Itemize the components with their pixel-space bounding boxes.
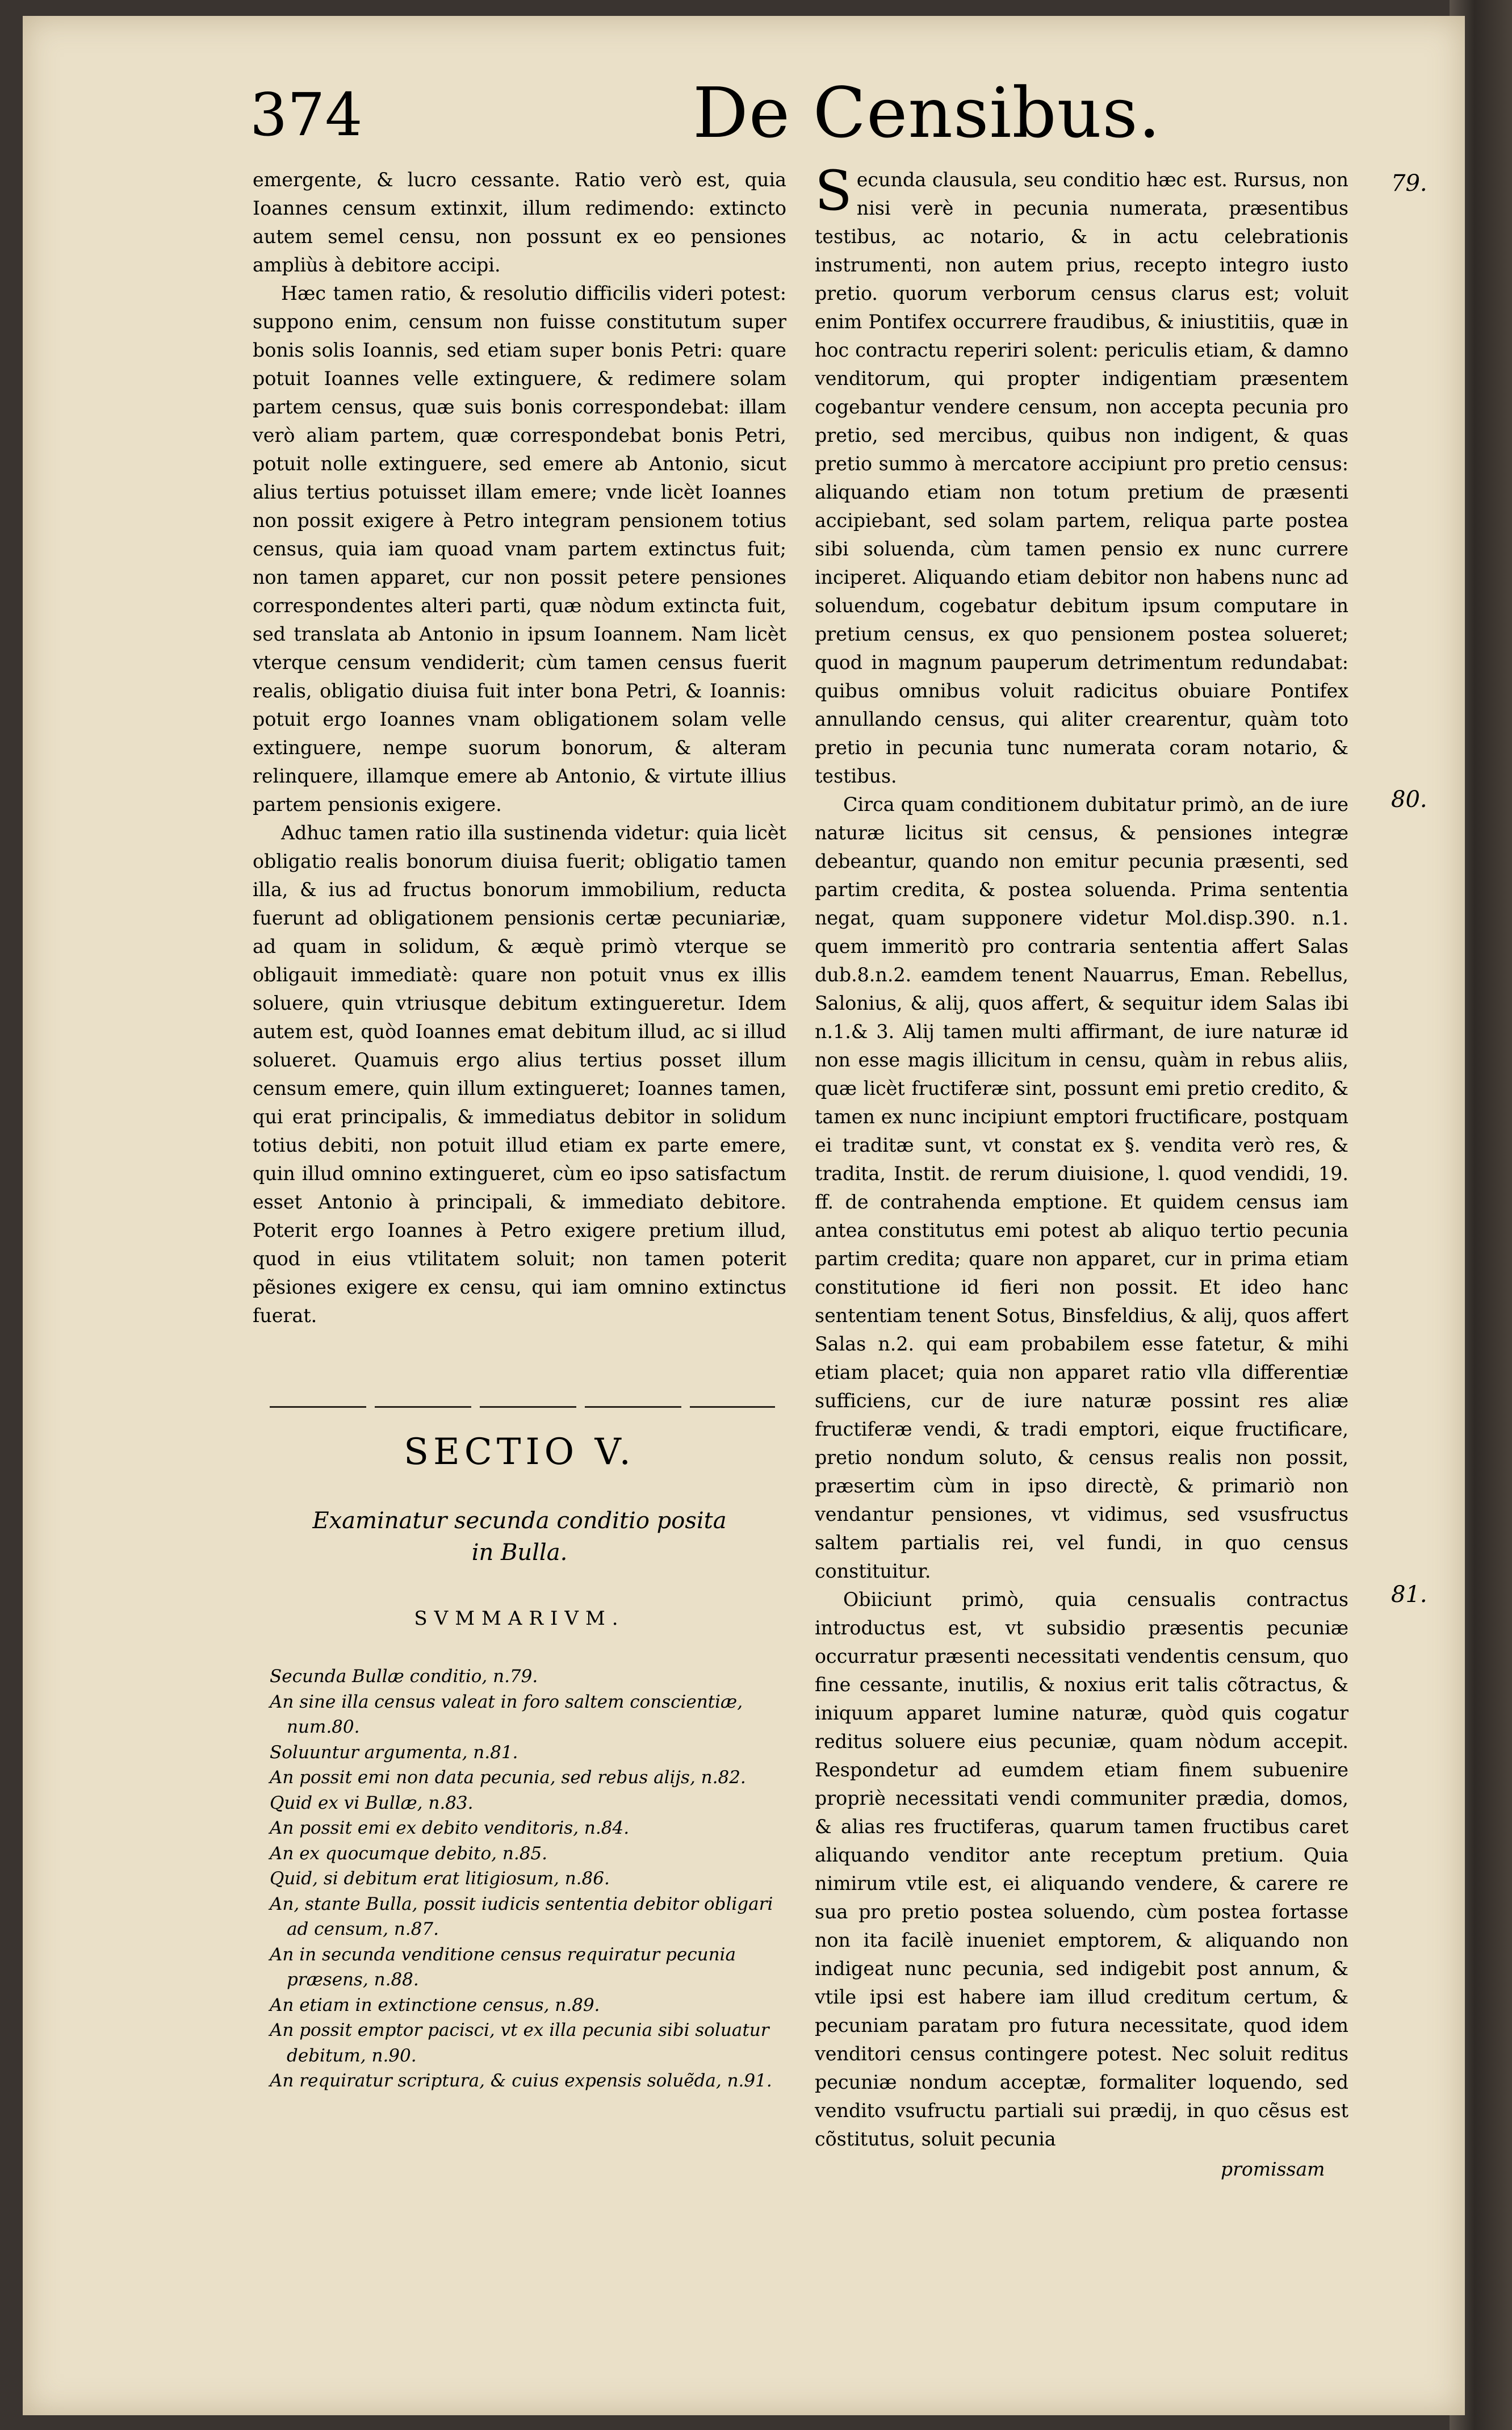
- section-rule: [253, 1403, 786, 1414]
- summarium-item: Secunda Bullæ conditio, n.79.: [270, 1666, 538, 1687]
- summarium-item: An sine illa census valeat in foro saltem conscientiæ, num.80.: [270, 1691, 743, 1737]
- summarium-item: An etiam in extinctione census, n.89.: [270, 1994, 600, 2015]
- running-title: De Censibus.: [693, 73, 1161, 153]
- summarium-item: Quid ex vi Bullæ, n.83.: [270, 1792, 474, 1813]
- summarium-item: Quid, si debitum erat litigiosum, n.86.: [270, 1868, 610, 1889]
- margin-number-81: 81.: [1391, 1582, 1427, 1608]
- right-paragraph-1: [815, 159, 1348, 791]
- right-paragraph-3: Obiiciunt primò, quia censualis contractus introductus est, vt subsidio præsentis pecuniæ occurratur præsenti necessitati vendentis censum, quo fine cessante, inutilis, & noxius erit talis cõtractus, & iniquum apparet lumine naturæ, quòd quis cogatur reditus soluere eius pecuniæ, quam nòdum accepit. Respondetur ad eumdem etiam finem subuenire propriè necessitati vendi communiter prædia, domos, & alias res fructiferas, quarum tamen fructibus caret aliquando venditor ante receptum pretium. Quia nimirum vtile est, ei aliquando vendere, & carere re sua pro pretio postea soluendo, cùm postea fortasse non ita facilè inueniet emptorem, & aliquando non indigeat nunc pecunia, sed indigebit post annum, & vtile ipsi est habere iam illud creditum certum, & pecuniam paratam pro futura necessitate, quod idem venditori census contingere potest. Nec soluit reditus pecuniæ nondum acceptæ, formaliter loquendo, sed vendito vsufructu partiali sui prædij, in quo cẽsus est cõstitutus, soluit pecunia: [815, 1588, 1348, 2150]
- section-subtitle: [253, 1505, 786, 1569]
- catchword: promissam: [1221, 2158, 1325, 2180]
- summarium-item: An possit emi ex debito venditoris, n.84.: [270, 1818, 630, 1838]
- margin-number-79: 79.: [1391, 170, 1427, 196]
- left-paragraph-3: Adhuc tamen ratio illa sustinenda videtur: quia licèt obligatio realis bonorum diuisa fuerit; obligatio tamen illa, & ius ad fructus bonorum immobilium, reducta fuerunt ad obligationem pensionis certæ pecuniariæ, ad quam in solidum, & æquè primò vterque se obligauit immediatè: quare non potuit vnus ex illis soluere, quin vtriusque debitum extingueretur. Idem autem est, quòd Ioannes emat debitum illud, ac si illud solueret. Quamuis ergo alius tertius posset illum censum emere, quin illum extingueret; Ioannes tamen, qui erat principalis, & immediatus debitor in solidum totius debiti, non potuit illud etiam ex parte emere, quin illud omnino extingueret, cùm eo ipso satisfactum esset Antonio à principali, & immediato debitore. Poterit ergo Ioannes à Petro exigere pretium illud, quod in eius vtilitatem soluit; non tamen poterit pẽsiones exigere ex censu, qui iam omnino extinctus fuerat.: [253, 822, 786, 1327]
- summarium-item: An, stante Bulla, possit iudicis sententia debitor obligari ad censum, n.87.: [270, 1893, 773, 1939]
- left-paragraph-2: Hæc tamen ratio, & resolutio difficilis videri potest: suppono enim, censum non fuisse constitutum super bonis solis Ioannis, sed etiam super bonis Petri: quare potuit Ioannes velle extinguere, & redimere solam partem census, quæ suis bonis correspondebat: illam verò aliam partem, quæ correspondebat bonis Petri, potuit nolle extinguere, sed emere ab Antonio, sicut alius tertius potuisset illam emere; vnde licèt Ioannes non possit exigere à Petro integram pensionem totius census, quia iam quoad vnam partem extinctus fuit; non tamen apparet, cur non possit petere pensiones correspondentes alteri parti, quæ nòdum extincta fuit, sed translata ab Antonio in ipsum Ioannem. Nam licèt vterque censum vendiderit; cùm tamen census fuerit realis, obligatio diuisa fuit inter bona Petri, & Ioannis: potuit ergo Ioannes vnam obligationem solam velle extinguere, nempe suorum bonorum, & alteram relinquere, illamque emere ab Antonio, & virtute illius partem pensionis exigere.: [253, 282, 786, 815]
- section-subtitle-line-1: Examinatur secunda conditio posita: [312, 1508, 727, 1534]
- summarium-item: An requiratur scriptura, & cuius expensis soluẽda, n.91.: [270, 2071, 772, 2091]
- summarium-item: An possit emi non data pecunia, sed rebus alijs, n.82.: [270, 1767, 746, 1788]
- margin-number-80: 80.: [1391, 787, 1427, 813]
- section-heading: SECTIO V.: [404, 1431, 635, 1473]
- page-number: 374: [250, 80, 363, 149]
- right-column: [815, 159, 1348, 2153]
- summarium-heading: SVMMARIVM.: [414, 1607, 625, 1630]
- summarium-item: Soluuntur argumenta, n.81.: [270, 1742, 518, 1763]
- summarium-list: [270, 1664, 781, 2094]
- left-paragraph-1: emergente, & lucro cessante. Ratio verò est, quia Ioannes censum extinxit, illum redimendo: extincto autem semel censu, non possunt ex eo pensiones ampliùs à debitore accipi.: [253, 169, 786, 276]
- left-column: [253, 166, 786, 1330]
- summarium-item: An ex quocumque debito, n.85.: [270, 1843, 547, 1864]
- drop-capital: S: [815, 159, 852, 223]
- summarium-item: An in secunda venditione census requiratur pecunia præsens, n.88.: [270, 1944, 736, 1990]
- right-paragraph-1-text: ecunda clausula, seu conditio hæc est. Rursus, non nisi verè in pecunia numerata, præsentibus testibus, ac notario, & in actu celebrationis instrumenti, non autem prius, recepto integro iusto pretio. quorum verborum census clarus est; voluit enim Pontifex occurrere fraudibus, & iniustitiis, quæ in hoc contractu reperiri solent: periculis etiam, & damno venditorum, qui propter indigentiam præsentem cogebantur vendere censum, non accepta pecunia pro pretio, sed mercibus, quibus non indigent, & quas pretio summo à mercatore accipiunt pro pretio census: aliquando etiam non totum pretium de præsenti accipiebant, sed solam partem, reliqua parte postea sibi soluenda, cùm tamen pensio ex nunc currere inciperet. Aliquando etiam debitor non habens nunc ad soluendum, cogebatur debitum ipsum computare in pretium census, ex quo pensionem postea solueret; quod in magnum pauperum detrimentum redundabat: quibus omnibus voluit radicitus obuiare Pontifex annullando census, qui aliter crearentur, quàm toto pretio in pecunia tunc numerata coram notario, & testibus.: [815, 169, 1348, 787]
- right-paragraph-2: Circa quam conditionem dubitatur primò, an de iure naturæ licitus sit census, & pensiones integræ debeantur, quando non emitur pecunia præsenti, sed partim credita, & postea soluenda. Prima sententia negat, quam supponere videtur Mol.disp.390. n.1. quem immeritò pro contraria sententia affert Salas dub.8.n.2. eamdem tenent Nauarrus, Eman. Rebellus, Salonius, & alij, quos affert, & sequitur idem Salas ibi n.1.& 3. Alij tamen multi affirmant, de iure naturæ id non esse magis illicitum in censu, quàm in rebus aliis, quæ licèt fructiferæ sint, possunt emi pretio credito, & tamen ex nunc incipiunt emptori fructificare, postquam ei traditæ sunt, vt constat ex §. vendita verò res, & tradita, Instit. de rerum diuisione, l. quod vendidi, 19. ff. de contrahenda emptione. Et quidem census iam antea constitutus emi potest ab aliquo tertio pecunia partim credita; quare non apparet, cur in prima etiam constitutione id fieri non possit. Et ideo hanc sententiam tenent Sotus, Binsfeldius, & alij, quos affert Salas n.2. qui eam probabilem esse fatetur, & mihi etiam placet; quia non apparet ratio vlla differentiæ sufficiens, cur de iure naturæ possint res aliæ fructiferæ vendi, & tradi emptori, eique fructificare, pretio nondum soluto, & census realis non possit, præsertim cùm in ipso directè, & primariò non vendantur pensiones, vt vidimus, sed vsusfructus saltem partialis rei, vel fundi, in quo census constituitur.: [815, 793, 1348, 1582]
- page-header: [250, 74, 1215, 170]
- section-subtitle-line-2: in Bulla.: [471, 1540, 568, 1566]
- summarium-item: An possit emptor pacisci, vt ex illa pecunia sibi soluatur debitum, n.90.: [270, 2020, 769, 2066]
